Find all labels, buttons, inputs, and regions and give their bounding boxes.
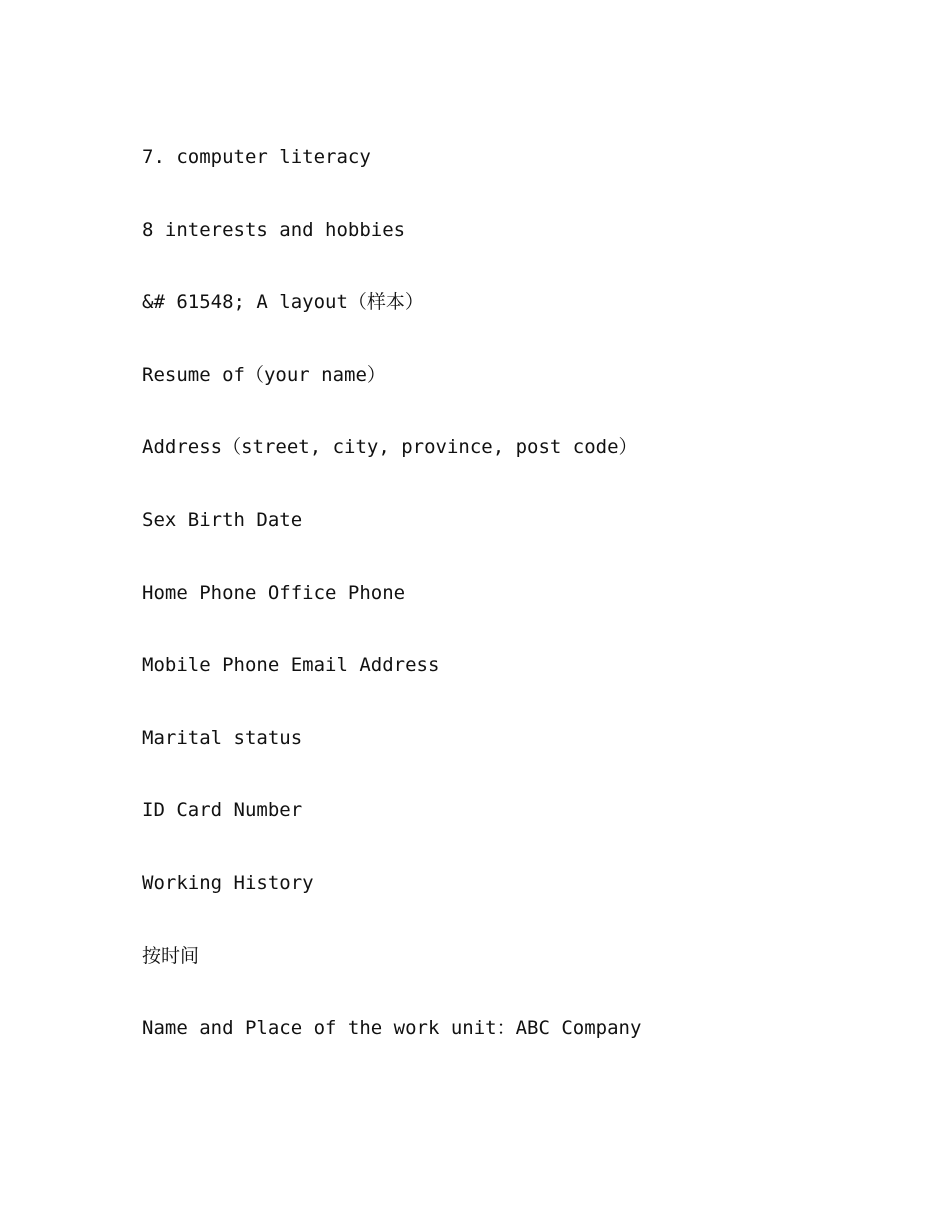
mobile-email-line: Mobile Phone Email Address [142,654,440,677]
work-unit-line: Name and Place of the work unit：ABC Company [142,1017,642,1040]
working-history-heading: Working History [142,871,314,894]
phone-line: Home Phone Office Phone [142,581,406,604]
by-time-line: 按时间 [142,944,200,967]
document-body [142,144,902,1088]
resume-of-name-line: Resume of（your name） [142,363,386,386]
marital-status-line: Marital status [142,726,303,749]
interests-hobbies-heading: 8 interests and hobbies [142,218,406,241]
address-line: Address（street, city, province, post code） [142,436,638,459]
sex-birth-date-line: Sex Birth Date [142,508,303,531]
id-card-number-line: ID Card Number [142,799,303,822]
layout-sample-heading: &# 61548; A layout（样本） [142,291,424,314]
computer-literacy-heading: 7. computer literacy [142,146,371,168]
